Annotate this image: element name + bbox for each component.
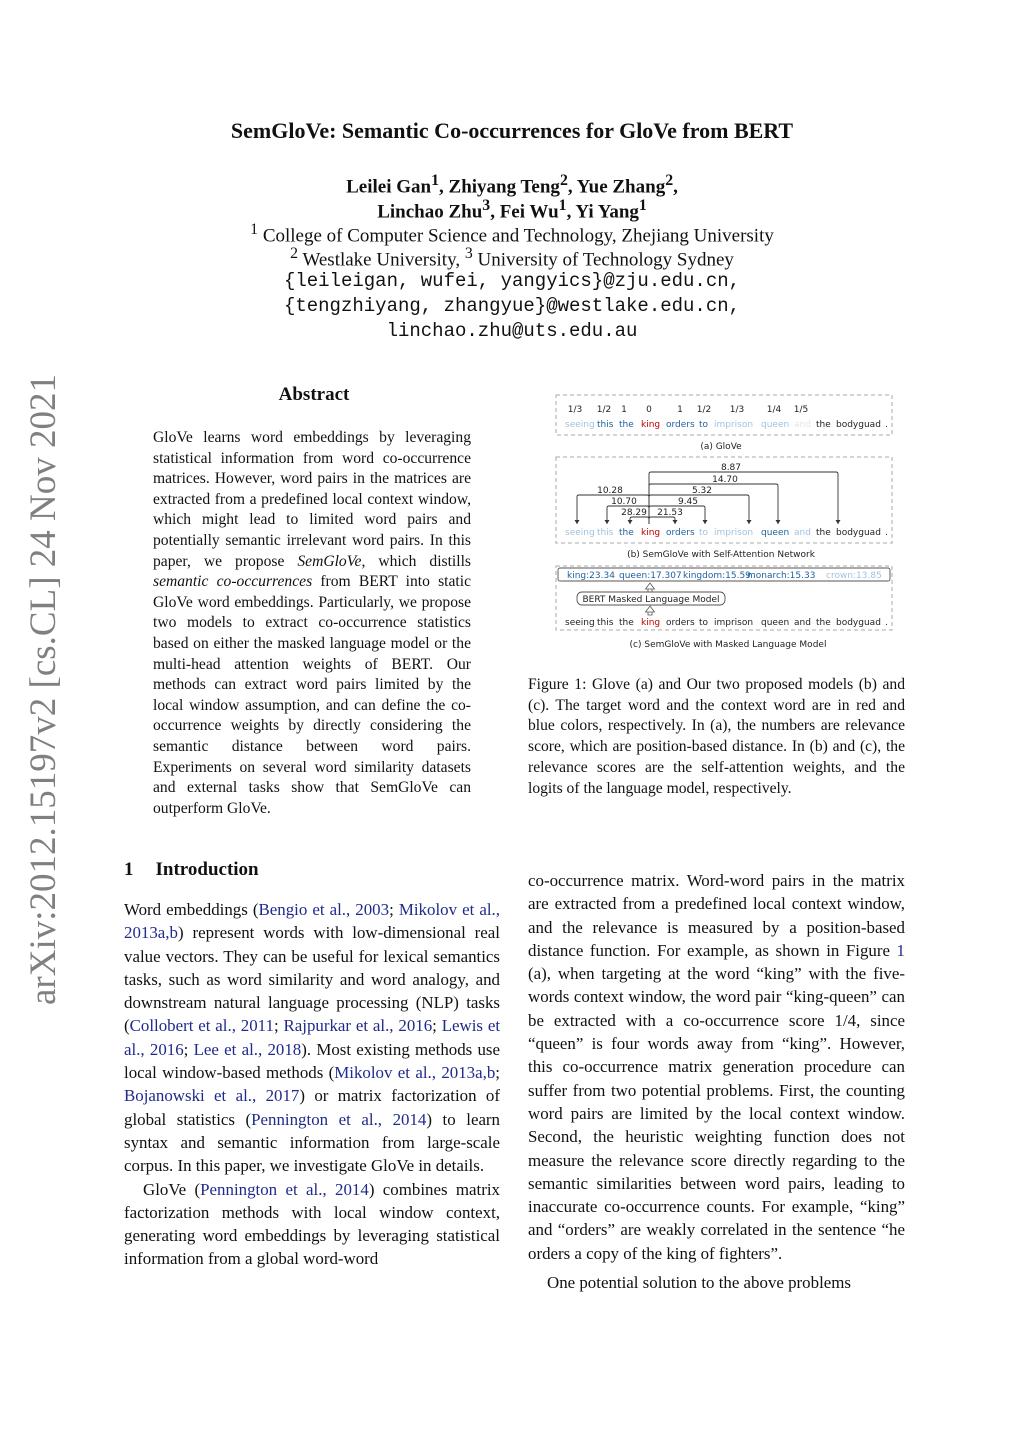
up-arrow-icon [646, 606, 655, 615]
author-sup: 2 [559, 172, 568, 189]
citation-link[interactable]: Collobert et al., 2011 [129, 1016, 274, 1036]
section-title: Introduction [155, 859, 259, 880]
a-score: 1/2 [696, 405, 712, 415]
panel-b-caption: (b) SemGloVe with Self-Attention Network [627, 550, 815, 560]
text: (a), when targeting at the word “king” with the five-words context window, the word pair “king-queen” can be extracted with a co-occurrence score 1/4, since “queen” is four words away from “king”. However, this co-occurrence matrix generation procedure can suffer from two potential problems. First, the counting word pairs are limited by the local context window. Second, the heuristic weighting function does not measure the relevance score directly regarding to the semantic similarities between word pairs, leading to inaccurate co-occurrence counts. For example, “king” and “orders” are weakly correlated in the sentence “he orders a copy of the king of fighters”. [528, 964, 905, 1263]
word: this [597, 420, 614, 430]
word: orders [666, 528, 695, 538]
word: . [885, 528, 888, 538]
b-score: 10.70 [611, 497, 637, 507]
citation-link[interactable]: Lee et al., 2018 [193, 1039, 302, 1059]
word: queen [761, 528, 790, 538]
word: and [794, 528, 811, 538]
citation-link[interactable]: Bojanowski et al., 2017 [124, 1086, 300, 1106]
left-column [124, 898, 500, 1271]
citation-link[interactable]: Pennington et al., 2014 [200, 1179, 369, 1199]
text: ; [432, 1016, 442, 1036]
pred: king:23.34 [567, 571, 615, 581]
word: orders [666, 420, 695, 430]
abstract-italic: semantic co-occurrences [153, 573, 313, 591]
text: ) or matrix factorization of global statistics ( [124, 1086, 500, 1129]
citation-link[interactable]: Lewis et al., 2016 [124, 1016, 501, 1059]
section-number: 1 [124, 859, 134, 880]
author: Fei Wu [499, 201, 559, 223]
email-line-3: linchao.zhu@uts.edu.au [386, 320, 638, 342]
arrowhead [703, 520, 708, 524]
a-score: 1 [621, 405, 627, 415]
text: ) to learn syntax and semantic information from large-scale corpus. In this paper, we investigate GloVe in details. [124, 1109, 501, 1176]
arc [649, 517, 675, 524]
affiliation-2 [0, 245, 1024, 271]
arc-heads [575, 520, 841, 524]
word: king [641, 420, 661, 430]
arrowhead [673, 520, 678, 524]
pred: queen:17.307 [619, 571, 682, 581]
word: seeing [565, 528, 595, 538]
author-sup: 1 [638, 197, 647, 214]
word: to [699, 420, 709, 430]
paragraph: One potential solution to the above problems [547, 1273, 851, 1293]
author-sup: 1 [558, 197, 567, 214]
citation-link[interactable]: Pennington et al., 2014 [251, 1109, 427, 1129]
a-score: 1 [677, 405, 683, 415]
b-score: 28.29 [621, 508, 647, 518]
arrowhead [836, 520, 841, 524]
citation-link[interactable]: Rajpurkar et al., 2016 [283, 1016, 433, 1036]
pred: kingdom:15.59 [683, 571, 751, 581]
abstract-text: from BERT into static GloVe word embeddings. Particularly, we propose two models to extract co-occurrence statistics based on either the masked language model or the multi-head attention weights of BERT. Our methods can extract word pairs limited by the local window assumption, and can define the co-occurrence weights by directly considering the semantic distance between word pairs. Experiments on several word similarity datasets and external tasks show that SemGloVe can outperform GloVe. [153, 573, 471, 817]
email-line-1: {leileigan, wufei, yangyics}@zju.edu.cn, [283, 270, 741, 292]
aff-text: College of Computer Science and Technology, Zhejiang University [262, 225, 774, 247]
a-score: 1/3 [567, 405, 583, 415]
arxiv-side-label: arXiv:2012.15197v2 [cs.CL] 24 Nov 2021 [23, 374, 64, 1005]
b-score: 21.53 [657, 508, 683, 518]
author-sup: 2 [665, 172, 674, 189]
abstract-heading: Abstract [278, 384, 350, 405]
word: the [619, 528, 634, 538]
arrowhead [605, 520, 610, 524]
word: king [641, 528, 661, 538]
word: this [597, 528, 614, 538]
word: and [794, 618, 811, 628]
abstract-italic: SemGloVe [297, 552, 362, 570]
b-score: 14.70 [712, 475, 738, 485]
figure-caption: Figure 1: Glove (a) and Our two proposed models (b) and (c). The target word and the context word are in red and blue colors, respectively. In (a), the numbers are relevance score, which are position-based distance. In (b) and (c), the relevance scores are the self-attention weights, and the logits of the language model, respectively. [528, 676, 905, 797]
c-preds [567, 571, 882, 581]
aff-sup: 3 [464, 245, 473, 262]
email-line-2: {tengzhiyang, zhangyue}@westlake.edu.cn, [283, 295, 741, 317]
arrowhead [747, 520, 752, 524]
abstract-body [153, 428, 471, 819]
abstract-text: , which distills [361, 552, 471, 570]
b-score: 9.45 [677, 497, 699, 507]
text: ; [389, 900, 399, 919]
citation-link[interactable]: Bengio et al., 2003 [258, 900, 390, 919]
text: ; [495, 1063, 500, 1083]
figure-ref-link[interactable]: 1 [896, 940, 905, 960]
arc [630, 517, 649, 524]
word: to [699, 618, 709, 628]
pred: monarch:15.33 [747, 571, 816, 581]
word: the [816, 420, 831, 430]
author: Linchao Zhu [377, 201, 483, 223]
paper-title: SemGloVe: Semantic Co-occurrences for GloVe from BERT [230, 118, 794, 143]
section-heading [124, 859, 259, 881]
author: Leilei Gan [346, 176, 432, 198]
affiliation-1 [0, 221, 1024, 247]
word: bodyguad [836, 618, 881, 628]
text: GloVe ( [143, 1179, 201, 1199]
text: ; [183, 1039, 194, 1059]
author-line-1: Leilei Gan$^1$, Zhiyang Teng$^2$, Yue Zhang$^2$, [346, 172, 678, 198]
b-score: 8.87 [720, 463, 742, 473]
paragraph [528, 869, 905, 1265]
word: the [816, 618, 831, 628]
a-words [565, 420, 888, 430]
panel-c-caption: (c) SemGloVe with Masked Language Model [629, 640, 827, 650]
word: seeing [565, 618, 595, 628]
up-arrow-icon [646, 583, 655, 592]
author-sup: 3 [482, 197, 491, 214]
aff-sup: 2 [290, 245, 299, 262]
a-score: 1/2 [596, 405, 612, 415]
right-column [528, 869, 905, 1294]
citation-link[interactable]: Mikolov et al., 2013a,b [334, 1063, 496, 1083]
paragraph [124, 1178, 500, 1271]
author: Yi Yang [575, 201, 639, 223]
word: king [641, 618, 661, 628]
aff-text: Westlake University, [302, 249, 461, 271]
author: Zhiyang Teng [448, 176, 560, 198]
aff-sup: 1 [250, 221, 259, 238]
word: and [794, 420, 811, 430]
text: Word embeddings ( [124, 900, 259, 919]
author-line-2: Linchao Zhu$^3$, Fei Wu$^1$, Yi Yang$^1$ [377, 197, 647, 223]
arrowhead [628, 520, 633, 524]
author: Yue Zhang [576, 176, 666, 198]
word: bodyguad [836, 528, 881, 538]
word: imprison [714, 420, 754, 430]
b-score: 5.32 [691, 486, 713, 496]
word: this [597, 618, 614, 628]
c-model-label: BERT Masked Language Model [582, 595, 720, 605]
text: co-occurrence matrix. Word-word pairs in the matrix are extracted from a predefined local context window, and the relevance is measured by a position-based distance function. For example, as shown in Figure [528, 871, 905, 960]
word: queen [761, 420, 790, 430]
word: the [619, 420, 634, 430]
word: imprison [714, 528, 754, 538]
word: queen [761, 618, 790, 628]
b-words [565, 528, 888, 538]
figure-1 [553, 394, 898, 656]
word: seeing [565, 420, 595, 430]
a-score: 1/3 [729, 405, 745, 415]
aff-text: University of Technology Sydney [477, 249, 734, 271]
paragraph [124, 898, 500, 1178]
text: ) represent words with low-dimensional real value vectors. They can be useful for lexical semantics tasks, such as word similarity and word analogy, and downstream natural language processing (NLP) tasks ( [124, 923, 500, 1036]
word: the [619, 618, 634, 628]
arrowhead [575, 520, 580, 524]
word: . [885, 420, 888, 430]
word: to [699, 528, 709, 538]
panel-a-caption: (a) GloVe [700, 442, 742, 452]
a-score: 0 [646, 405, 652, 415]
citation-link[interactable]: Mikolov et al., 2013a,b [124, 900, 500, 943]
text: ) combines matrix factorization methods with local window context, generating word embeddings by leveraging statistical information from a global word-word [124, 1179, 500, 1269]
pred: crown:13.85 [826, 571, 882, 581]
a-score: 1/4 [766, 405, 782, 415]
word: orders [666, 618, 695, 628]
b-score: 10.28 [597, 486, 623, 496]
word: bodyguad [836, 420, 881, 430]
word: . [885, 618, 888, 628]
text: ; [273, 1016, 284, 1036]
a-score: 1/5 [793, 405, 809, 415]
word: imprison [714, 618, 754, 628]
arc [649, 484, 778, 524]
author-sup: 1 [431, 172, 440, 189]
abstract-text: GloVe learns word embeddings by leveraging statistical information from word co-occurrence matrices. However, word pairs in the matrices are extracted from a predefined local context window, which might lead to limited word pairs and potentially semantic irrelevant word pairs. In this paper, we propose [153, 429, 471, 570]
arrowhead [776, 520, 781, 524]
word: the [816, 528, 831, 538]
c-words [565, 618, 888, 628]
figure-1-svg [553, 394, 898, 656]
text: ). Most existing methods use local window-based methods ( [124, 1039, 500, 1083]
